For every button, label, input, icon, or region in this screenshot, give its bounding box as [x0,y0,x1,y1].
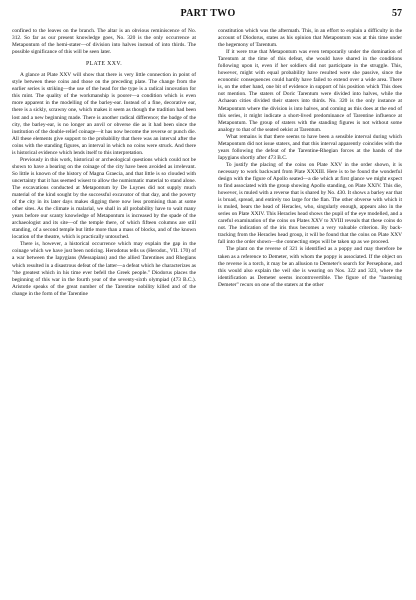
paragraph: The plant on the reverse of 321 is identified as a poppy and may therefore be taken as a reference to Demeter, with whom the poppy is associated. If the object on the reverse is a torch, it may be an allusion to Demeter's search for Persephone, and this would also explain the veil she is wearing on Nos. 322 and 323, where the identification as Demeter seems incontrovertible. The figure of the "hastening Demeter" recurs on one of the staters at the other [218,246,402,288]
paragraph: There is, however, a historical occurrence which may explain the gap in the coinage which we have just been noticing. Herodotus tells us (Herodot., VII. 170) of a war between the Iapygians (Messapians) and the allied Tarentines and Rhegians which resulted in a disastrous defeat of the latter—a defeat which he characterizes as "the greatest which in his time ever befell the Greek people." Diodorus places the beginning of this war in the fourth year of the seventy-sixth olympiad (473 B.C.). Aristotle speaks of the great number of the Tarentine nobility killed and of the change in the form of the Tarentine [12,241,196,297]
right-column [218,28,402,289]
paragraph: If it were true that Metapontum was even temporarily under the domination of Tarentum at the time of this defeat, she would have shared in the conditions following upon it, even if her soldiers did not participate in the struggle. This, however, might with equal probability have resulted were she passive, since the economic consequences could hardly have failed to extend over a wide area. There is, on the other hand, one bit of evidence in support of his position which This does not mention. The staters of Doric Tarentum were divided into halves, while the Achaean cities divided their staters into thirds. No. 320 is the only instance at Metapontum where the division is into halves, and coming as this does at the end of this series, it might indicate a short-lived predominance of Tarentine influence at Metapontum. The group of staters with the standing figures is not without some analogy to that of the seated oekist at Tarentum. [218,49,402,133]
left-column [12,28,196,298]
paragraph: What remains is that there seems to have been a sensible interval during which Metapontum did not issue staters, and that this interval apparently coincides with the years following the defeat of the Tarentine-Rhegian forces at the hands of the Iapygians shortly after 473 B.C. [218,133,402,161]
paragraph: Previously in this work, historical or archeological questions which could not be shown to have a bearing on the coinage of the city have been avoided as irrelevant. So little is known of the history of Magna Graecia, and that little is so clouded with uncertainty that it has seemed wisest to allow the numismatic material to stand alone. The excavations conducted at Metapontum by De Luynes did not supply much material of the kind sought by the successful excavator of that day, and the poverty of the city in its later days makes digging there now less promising than at some other sites. As the climate is malarial, we shall in all probability have to wait many years before our scanty knowledge of Metapontum is increased by the spade of the archaeologist and its site—of the temple there, of which fifteen columns are still standing, of a second temple but little more than a mass of blocks, and of the known location of the theatre, which is practically untouched. [12,156,196,241]
paragraph: To justify the placing of the coins on Plate XXV in the order shown, it is necessary to work backward from Plate XXXIII. Here is to be found the wonderful design with the figure of Apollo seated—a die which at first glance we might expect to find associated with the group showing Apollo standing, on Plate XXIV. This die, however, is muled with a reverse that is shared by No. 430. It shows a barley ear that is broad, spread, and entirely too large for the flan. The other obverse with which it is muled, bears the head of Heracles, who, singularly enough, appears also in the series on Plate XXIV. This Heracles head shows the pupil of the eye modelled, and a careful examination of the coins on Plates XXV to XVIII reveals that these coins do not. The indication of the iris thus becomes a very valuable criterion. By back-tracking from the Heracles head group, it will be found that the coins on Plate XXV fall into the order shown—the connecting steps will be taken up as we proceed. [218,161,402,246]
page-number: 57 [392,8,402,19]
section-heading: PLATE XXV. [85,61,123,68]
paragraph: confined to the leaves on the branch. The altar is an obvious reminiscence of No. 312. So far as our present knowledge goes, No. 320 is the only occurrence at Metapontum of the hemi-stater—of division into halves instead of into thirds. The possible significance of this will be seen later. [12,28,196,56]
paragraph: A glance at Plate XXV will show that there is very little connection in point of style between these coins and those on the preceding plate. The change from the earlier series is striking—the use of the head for the type is a radical innovation for this mint. The quality of the workmanship is poorer—a condition which is even more apparent in the modelling of the barley-ear. Instead of a fine, decorative ear, there is a sickly, scrawny one, which makes it seem as though the tradition had been lost and a new beginning made. There is another radical difference; the badge of the city, the barley-ear, is no longer an anvil or obverse die as it had been since the institution of the double-relief coinage—it has now become the reverse or punch die. All these elements give support to the probability that there was an interval after the coins with the standing figures, an interval in which no coins were struck. And there is historical evidence which lends itself to this interpretation. [12,72,196,156]
paragraph: constitution which was the aftermath. This, in an effort to explain a difficulty in the account of Diodorus, states as his opinion that Metapontum was at this time under the hegemony of Tarentum. [218,28,402,49]
running-title: PART TWO [180,8,236,19]
page-header [0,8,416,22]
